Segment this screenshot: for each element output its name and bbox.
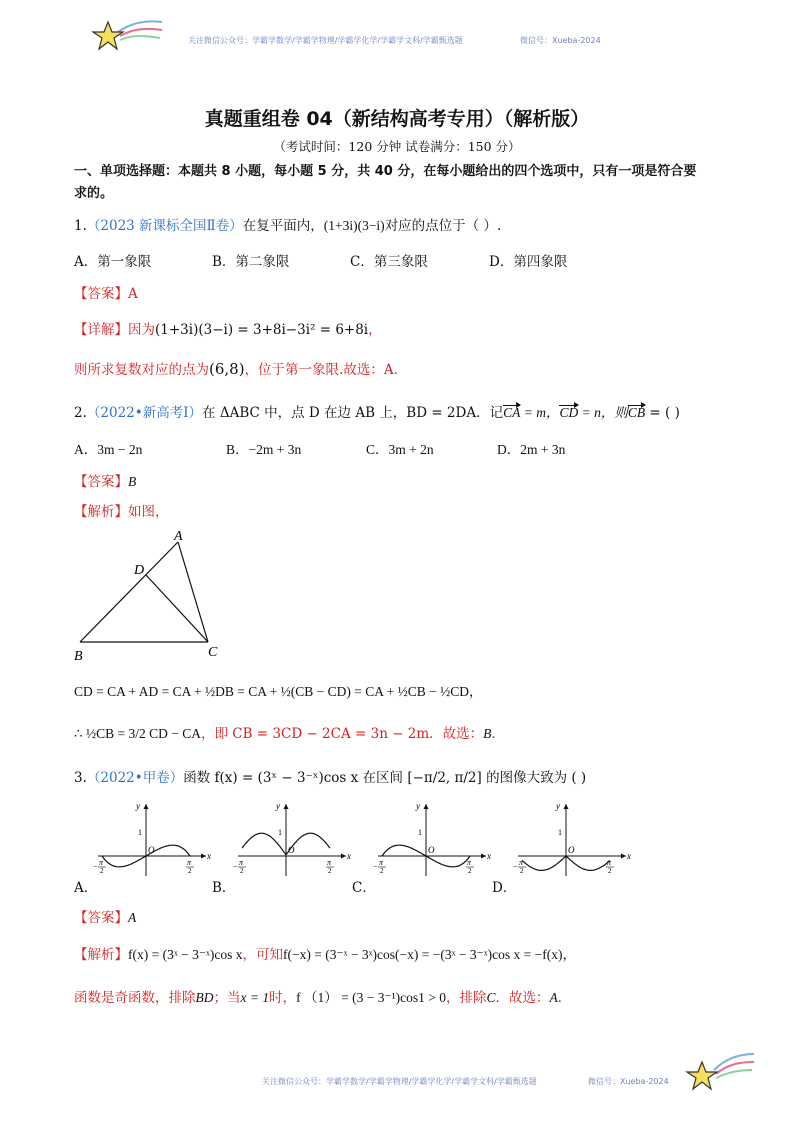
tick-left-two: 2 — [240, 867, 244, 875]
tick-right-two: 2 — [467, 867, 472, 875]
tick-right-pi: π — [326, 858, 331, 867]
q3-conclusion-x1: x = 1 — [240, 990, 270, 1005]
q3-analysis-b: ，可知 — [242, 947, 284, 963]
q2-eq1: CD = CA + AD = CA + ½DB = CA + ½(CB − CD) = CA + ½CB − ½CD， — [74, 684, 483, 699]
tick-left-two: 2 — [520, 867, 524, 875]
star-logo-icon — [92, 16, 164, 56]
q3-number: 3. — [74, 770, 87, 786]
q3-analysis-a: f(x) = (3ˣ − 3⁻ˣ)cos x — [128, 947, 243, 962]
tick-left-pi: π — [239, 858, 244, 867]
q2-eq-m: = m， — [520, 405, 560, 420]
axis-y-label: y — [276, 801, 280, 811]
q2-answer — [74, 470, 136, 490]
q1-detail-b: ， — [368, 322, 382, 338]
q2-option-d: D．2m + 3n — [497, 442, 566, 457]
q1-conclusion — [74, 358, 398, 378]
graph-c — [374, 800, 494, 880]
tick-one-label: 1 — [418, 828, 422, 837]
label-d: D — [134, 563, 145, 578]
q1-option-d: D．第四象限 — [489, 254, 568, 270]
q3-conclusion-bd: BD — [195, 990, 214, 1005]
section-heading-line1: 一、单项选择题：本题共 8 小题，每小题 5 分，共 40 分，在每小题给出的四个选项中，只有一项是符合要 — [74, 164, 697, 179]
q1-stem — [74, 214, 501, 234]
axis-y-label: y — [556, 801, 560, 811]
q2-option-c: C．3m + 2n — [366, 442, 434, 457]
q2-analysis-text: 如图， — [128, 504, 169, 520]
q3-option-b: B． — [212, 880, 236, 896]
header-text: 关注微信公众号：学霸学数学/学霸学物理/学霸学化学/学霸学文科/学霸甄选题 — [188, 36, 463, 45]
q2-eq2-c: B — [483, 726, 492, 741]
q2-analysis — [74, 500, 169, 520]
q2-answer-value: B — [128, 474, 137, 489]
q1-conclusion-a: 则所求复数对应的点为 — [74, 362, 209, 378]
q3-conclusion-f2: ． — [557, 990, 572, 1006]
q3-stem — [74, 766, 586, 786]
tick-one-label: 1 — [138, 828, 142, 837]
q2-stem — [74, 401, 680, 421]
tick-one-label: 1 — [558, 828, 562, 837]
tick-right-pi: π — [186, 858, 191, 867]
q2-eq2-b: ，即 CB = 3CD − 2CA = 3n − 2m．故选： — [200, 726, 484, 742]
q1-stem-b: 对应的点位于（ ）. — [384, 218, 502, 234]
label-a: A — [174, 529, 183, 544]
q3-analysis-label: 【解析】 — [74, 947, 128, 963]
origin-label: O — [568, 845, 575, 855]
q3-conclusion-c: 时， — [269, 990, 297, 1006]
tick-left-two: 2 — [380, 867, 384, 875]
q3-option-c: C． — [352, 880, 376, 896]
q2-number: 2. — [74, 405, 87, 421]
graph-d — [514, 800, 634, 880]
q2-analysis-label: 【解析】 — [74, 504, 128, 520]
q2-eq2-d: ． — [491, 726, 505, 742]
triangle-figure — [70, 526, 230, 666]
section-heading-line2: 求的。 — [74, 186, 114, 201]
tick-right-two: 2 — [327, 867, 332, 875]
q3-source: （2022•甲卷） — [86, 770, 184, 786]
origin-label: O — [288, 845, 295, 855]
footer-wechat: 微信号：Xueba-2024 — [588, 1077, 669, 1086]
q3-answer — [74, 906, 136, 926]
graph-b — [234, 800, 354, 880]
q3-conclusion-ans: A — [549, 990, 558, 1005]
q3-conclusion-cc: C — [486, 990, 496, 1005]
tick-right-two: 2 — [187, 867, 192, 875]
q1-source: （2023 新课标全国Ⅱ卷） — [86, 218, 243, 234]
tick-left-minus: − — [93, 862, 98, 871]
tick-right-pi: π — [466, 858, 471, 867]
axis-x-label: x — [207, 851, 211, 861]
q3-analysis — [74, 943, 576, 963]
q1-answer-label: 【答案】 — [74, 286, 128, 302]
q2-eq2 — [74, 722, 505, 742]
origin-label: O — [148, 845, 155, 855]
q2-vec-ca: CA — [503, 405, 521, 420]
tick-right-two: 2 — [607, 867, 612, 875]
tick-left-pi: π — [99, 858, 104, 867]
q3-conclusion-d: ，排除 — [445, 990, 487, 1006]
q3-conclusion-a: 函数是奇函数，排除 — [74, 990, 196, 1006]
q1-detail — [74, 318, 382, 338]
q1-conclusion-point: (6,8) — [209, 360, 245, 378]
q1-expr: (1+3i)(3−i) — [323, 218, 385, 233]
q2-stem-end: = ( ) — [645, 405, 680, 421]
q2-vec-cb: CB — [627, 405, 646, 420]
q1-option-b: B．第二象限 — [212, 254, 290, 270]
q1-option-a: A．第一象限 — [74, 254, 152, 270]
q3-conclusion-e: ．故选： — [495, 990, 550, 1006]
q1-detail-a: 因为 — [128, 322, 155, 338]
tick-left-two: 2 — [100, 867, 104, 875]
tick-left-minus: − — [373, 862, 378, 871]
tick-right-pi: π — [606, 858, 611, 867]
q3-answer-label: 【答案】 — [74, 910, 128, 926]
header-wechat: 微信号：Xueba-2024 — [520, 36, 601, 45]
q1-option-c: C．第三象限 — [350, 254, 428, 270]
q2-answer-label: 【答案】 — [74, 474, 128, 490]
axis-y-label: y — [136, 801, 140, 811]
tick-left-pi: π — [379, 858, 384, 867]
q2-stem-text: 在 ΔABC 中，点 D 在边 AB 上，BD = 2DA．记 — [202, 405, 504, 421]
q2-vec-cd: CD — [559, 405, 579, 420]
tick-left-pi: π — [519, 858, 524, 867]
q3-option-a: A． — [74, 880, 98, 896]
axis-y-label: y — [416, 801, 420, 811]
q2-source: （2022•新高考Ⅰ） — [86, 405, 203, 421]
page-title: 真题重组卷 04（新结构高考专用）（解析版） — [204, 108, 590, 130]
q3-conclusion-f: f （1） = (3 − 3⁻¹)cos1 > 0 — [296, 990, 446, 1005]
q1-detail-label: 【详解】 — [74, 322, 128, 338]
q3-option-d: D． — [492, 880, 517, 896]
label-c: C — [208, 645, 218, 660]
axis-x-label: x — [627, 851, 631, 861]
q1-conclusion-b: ，位于第一象限.故选：A. — [244, 362, 398, 378]
q2-option-a: A．3m − 2n — [74, 442, 143, 457]
page-subtitle: （考试时间：120 分钟 试卷满分：150 分） — [273, 139, 521, 154]
q1-answer — [74, 282, 138, 302]
axis-x-label: x — [347, 851, 351, 861]
q1-answer-value: A — [128, 286, 138, 302]
q3-analysis-c: f(−x) = (3⁻ˣ − 3ˣ)cos(−x) = −(3ˣ − 3⁻ˣ)cos x = −f(x)， — [283, 947, 576, 962]
tick-one-label: 1 — [278, 828, 282, 837]
q3-answer-value: A — [128, 910, 137, 925]
q3-conclusion — [74, 986, 571, 1006]
star-logo-footer-icon — [684, 1048, 756, 1094]
q1-detail-expr: (1+3i)(3−i) = 3+8i−3i² = 6+8i — [155, 322, 369, 338]
tick-left-minus: − — [513, 862, 518, 871]
origin-label: O — [428, 845, 435, 855]
q3-conclusion-b: ；当 — [213, 990, 241, 1006]
q3-stem-text: 函数 f(x) = (3ˣ − 3⁻ˣ)cos x 在区间 [−π/2, π/2] 的图像大致为 ( ) — [183, 770, 587, 786]
q2-eq-n: = n，则 — [578, 405, 628, 420]
axis-x-label: x — [487, 851, 491, 861]
q2-eq2-a: ∴ ½CB = 3/2 CD − CA — [74, 726, 201, 741]
tick-left-minus: − — [233, 862, 238, 871]
q2-option-b: B．−2m + 3n — [226, 442, 302, 457]
footer-text: 关注微信公众号：学霸学数学/学霸学物理/学霸学化学/学霸学文科/学霸甄选题 — [262, 1077, 537, 1086]
q1-number: 1. — [74, 218, 87, 234]
graph-a — [94, 800, 214, 880]
label-b: B — [74, 649, 83, 664]
q1-stem-a: 在复平面内， — [242, 218, 324, 234]
